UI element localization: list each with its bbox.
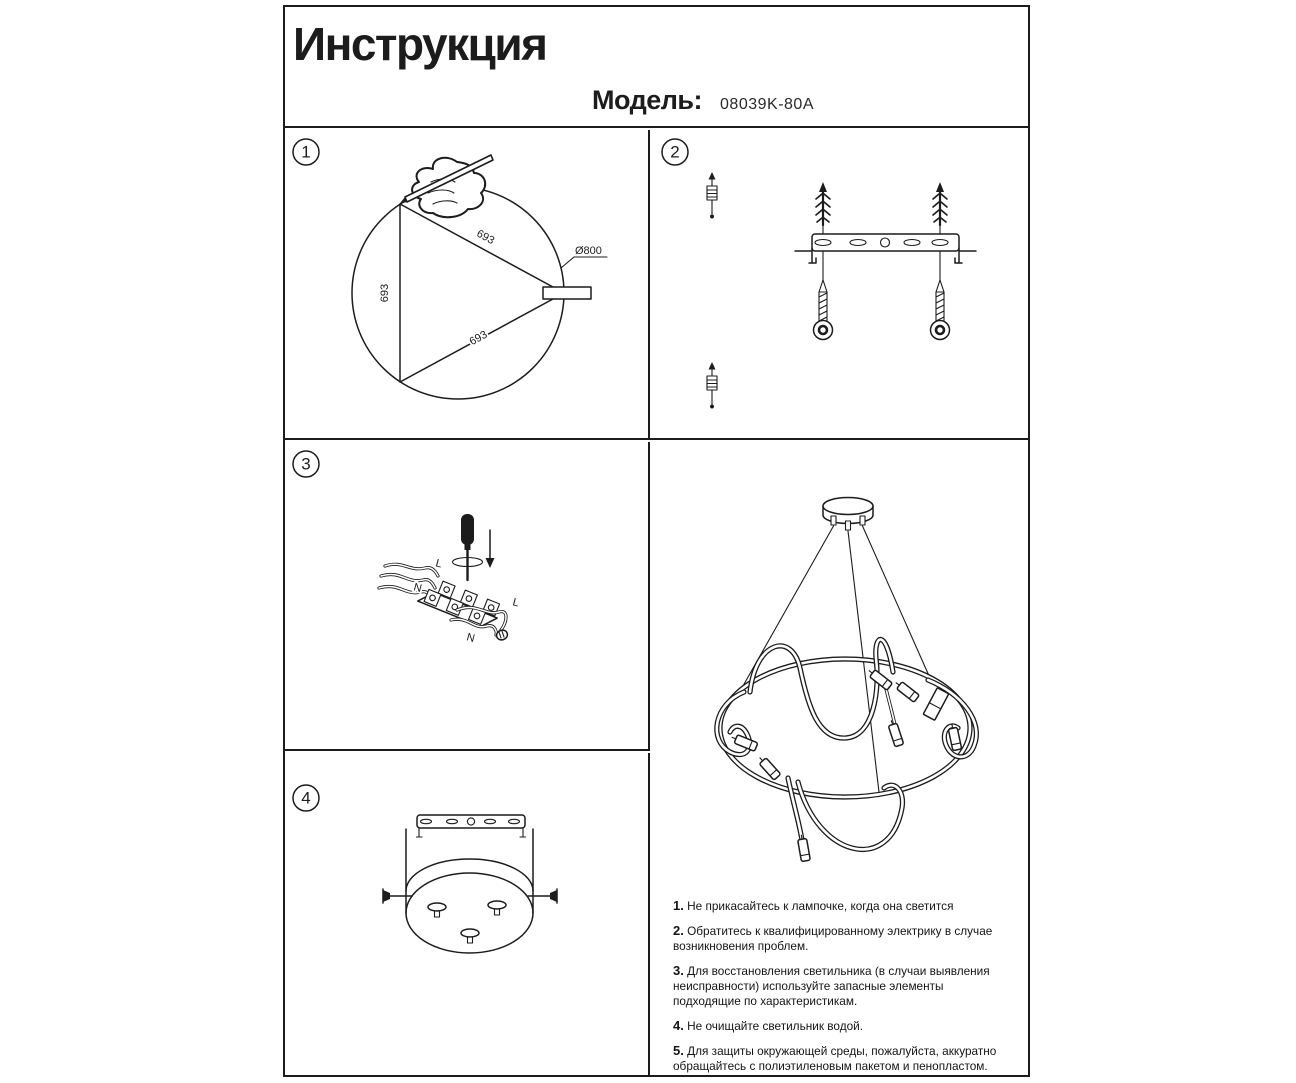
note-item (673, 963, 1011, 1009)
note-item (673, 1018, 1011, 1034)
note-text: Не прикасайтесь к лампочке, когда она светится (687, 899, 954, 913)
note-number: 4. (673, 1018, 684, 1033)
hand-pencil-icon (400, 155, 494, 217)
spotlight-head-icon (887, 719, 904, 747)
lamp-driver-plate (923, 688, 949, 721)
instruction-sheet (283, 5, 1030, 1077)
ceiling-marking-diagram (285, 130, 648, 438)
panel-2-bracket-mounting (650, 130, 1028, 440)
dimension-bottom: 693 (467, 328, 490, 349)
diameter-leader (561, 245, 607, 268)
press-down-arrow-icon (486, 530, 495, 568)
screwdriver-icon (453, 514, 483, 580)
spotlight-head-icon (893, 679, 919, 702)
pendant-fixture-illustration (650, 442, 1028, 897)
note-text: Обратитесь к квалифицированному электрику в случае возникновения проблем. (673, 924, 993, 953)
spotlight-head-icon (797, 834, 810, 861)
dimension-left: 693 (379, 283, 391, 303)
note-text: Не очищайте светильник водой. (687, 1019, 864, 1033)
svg-text:1: 1 (301, 142, 311, 162)
screw-icon (814, 280, 833, 340)
svg-text:3: 3 (301, 454, 311, 474)
svg-text:4: 4 (301, 788, 311, 808)
note-item (673, 898, 1011, 914)
note-text: Для защиты окружающей среды, пожалуйста, аккуратно обращайтесь с полиэтиленовым пакетом и пенопластом. (673, 1044, 997, 1073)
mounting-bar (543, 287, 591, 299)
wire-label-l-in: L (434, 557, 444, 571)
wire-label-n-out: N (465, 631, 477, 645)
step-number-badge (293, 139, 319, 165)
wall-anchor-icon (816, 182, 830, 225)
step-number-badge (662, 139, 688, 165)
note-number: 5. (673, 1043, 684, 1058)
mounting-bracket-icon (417, 815, 526, 837)
step-number-badge (293, 451, 319, 477)
thumb-screw-icon (428, 903, 446, 917)
header (285, 7, 1028, 128)
mounting-bracket-diagram (650, 130, 1028, 438)
panel-3-wiring (285, 442, 650, 751)
side-screw-icon (383, 889, 412, 903)
step-number-badge (293, 785, 319, 811)
panel-5-assembled-fixture (650, 442, 1028, 1075)
note-number: 1. (673, 898, 684, 913)
wire-label-n-in: N (412, 581, 424, 595)
safety-notes (673, 898, 1011, 1083)
note-item (673, 923, 1011, 954)
wire-label-l-out: L (511, 596, 521, 610)
model-label: Модель: (592, 85, 703, 115)
screw-icon (931, 280, 950, 340)
thumb-screw-icon (488, 901, 506, 915)
thumb-screw-icon (461, 929, 479, 943)
note-item (673, 1043, 1011, 1074)
mounting-bracket-icon (795, 234, 976, 263)
note-number: 3. (673, 963, 684, 978)
page-title: Инструкция (293, 18, 547, 70)
svg-text:2: 2 (670, 142, 680, 162)
canopy-mounting-diagram (285, 753, 648, 1073)
small-fastener-icon (707, 172, 717, 219)
ceiling-canopy (823, 498, 873, 531)
wall-anchor-icon (933, 182, 947, 225)
model-value: 08039K-80A (720, 96, 814, 113)
note-number: 2. (673, 923, 684, 938)
dimension-top: 693 (474, 227, 497, 248)
small-fastener-icon (707, 362, 717, 409)
spotlight-head-icon (730, 733, 757, 751)
panel-4-canopy-mounting (285, 753, 650, 1075)
wiring-diagram (285, 442, 648, 749)
note-text: Для восстановления светильника (в случаи выявления неисправности) используйте запасные элементы подходящие по характеристикам. (673, 964, 990, 1008)
panel-1-ceiling-marking (285, 130, 650, 440)
model-row (592, 85, 814, 116)
svg-text:Ø800: Ø800 (575, 245, 602, 257)
